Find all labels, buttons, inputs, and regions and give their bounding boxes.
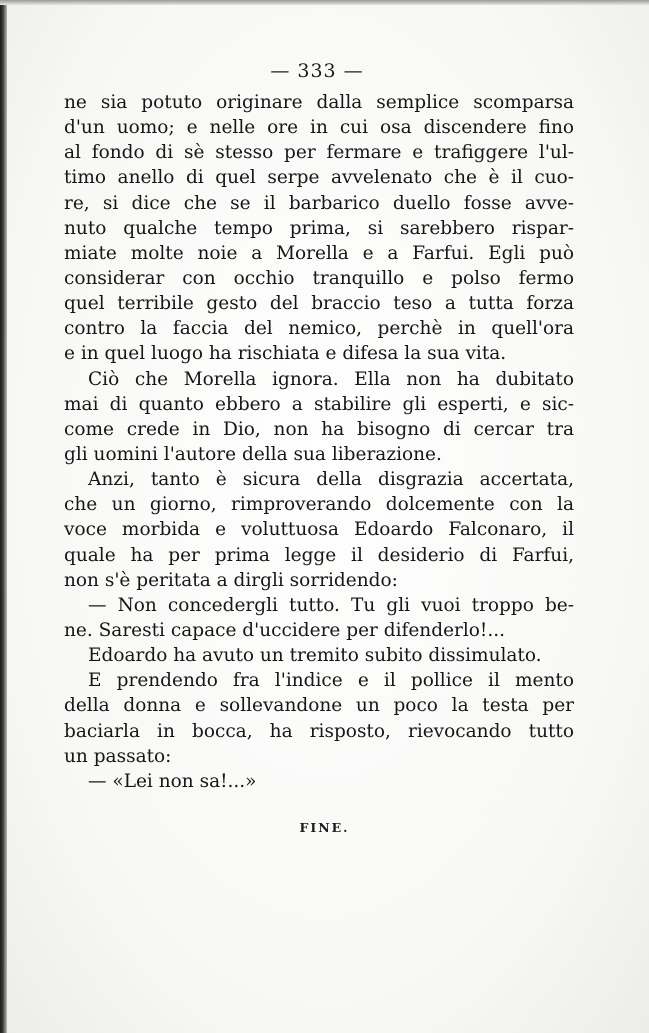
text-line: ne. Saresti capace d'uccidere per difenderlo!... bbox=[64, 619, 505, 641]
text-line: miate molte noie a Morella e a Farfui. Egli può bbox=[64, 242, 574, 264]
page-binding-edge bbox=[0, 0, 7, 1033]
text-line: d'un uomo; e nelle ore in cui osa discendere fino bbox=[64, 117, 574, 139]
text-line: quel terribile gesto del braccio teso a tutta forza bbox=[64, 293, 574, 315]
text-line: della donna e sollevandone un poco la testa per bbox=[64, 695, 574, 717]
text-line: gli uomini l'autore della sua liberazione. bbox=[64, 443, 442, 465]
text-line: che un giorno, rimproverando dolcemente con la bbox=[64, 494, 574, 516]
text-line: mai di quanto ebbero a stabilire gli esperti, e sic- bbox=[64, 393, 574, 415]
text-line: quale ha per prima legge il desiderio di Farfui, bbox=[64, 544, 574, 566]
text-line: — «Lei non sa!...» bbox=[88, 770, 257, 792]
text-line: re, si dice che se il barbarico duello fosse avve- bbox=[64, 192, 574, 214]
text-line: Ciò che Morella ignora. Ella non ha dubitato bbox=[88, 368, 574, 390]
text-line: e in quel luogo ha rischiata e difesa la sua vita. bbox=[64, 343, 507, 365]
text-line: come crede in Dio, non ha bisogno di cercar tra bbox=[64, 418, 574, 440]
page-number: — 333 — bbox=[270, 60, 364, 82]
text-line: E prendendo fra l'indice e il pollice il mento bbox=[88, 670, 574, 692]
end-mark: FINE. bbox=[299, 820, 350, 835]
text-line: al fondo di sè stesso per fermare e trafiggere l'ul- bbox=[64, 142, 574, 164]
page-top-edge bbox=[0, 0, 649, 5]
text-line: un passato: bbox=[64, 745, 172, 767]
text-line: Edoardo ha avuto un tremito subito dissimulato. bbox=[88, 645, 542, 667]
text-line: voce morbida e voluttuosa Edoardo Falconaro, il bbox=[64, 519, 574, 541]
text-line: considerar con occhio tranquillo e polso fermo bbox=[64, 267, 574, 289]
text-line: — Non concedergli tutto. Tu gli vuoi troppo be- bbox=[88, 594, 574, 616]
text-line: ne sia potuto originare dalla semplice scomparsa bbox=[64, 92, 574, 113]
text-line: contro la faccia del nemico, perchè in quell'ora bbox=[64, 318, 574, 340]
text-line: baciarla in bocca, ha risposto, rievocando tutto bbox=[64, 720, 574, 742]
body-text bbox=[64, 90, 574, 794]
text-line: timo anello di quel serpe avvelenato che è il cuo- bbox=[64, 167, 574, 189]
text-line: Anzi, tanto è sicura della disgrazia accertata, bbox=[88, 469, 574, 491]
text-line: non s'è peritata a dirgli sorridendo: bbox=[64, 569, 398, 591]
text-line: nuto qualche tempo prima, si sarebbero rispar- bbox=[64, 217, 574, 239]
